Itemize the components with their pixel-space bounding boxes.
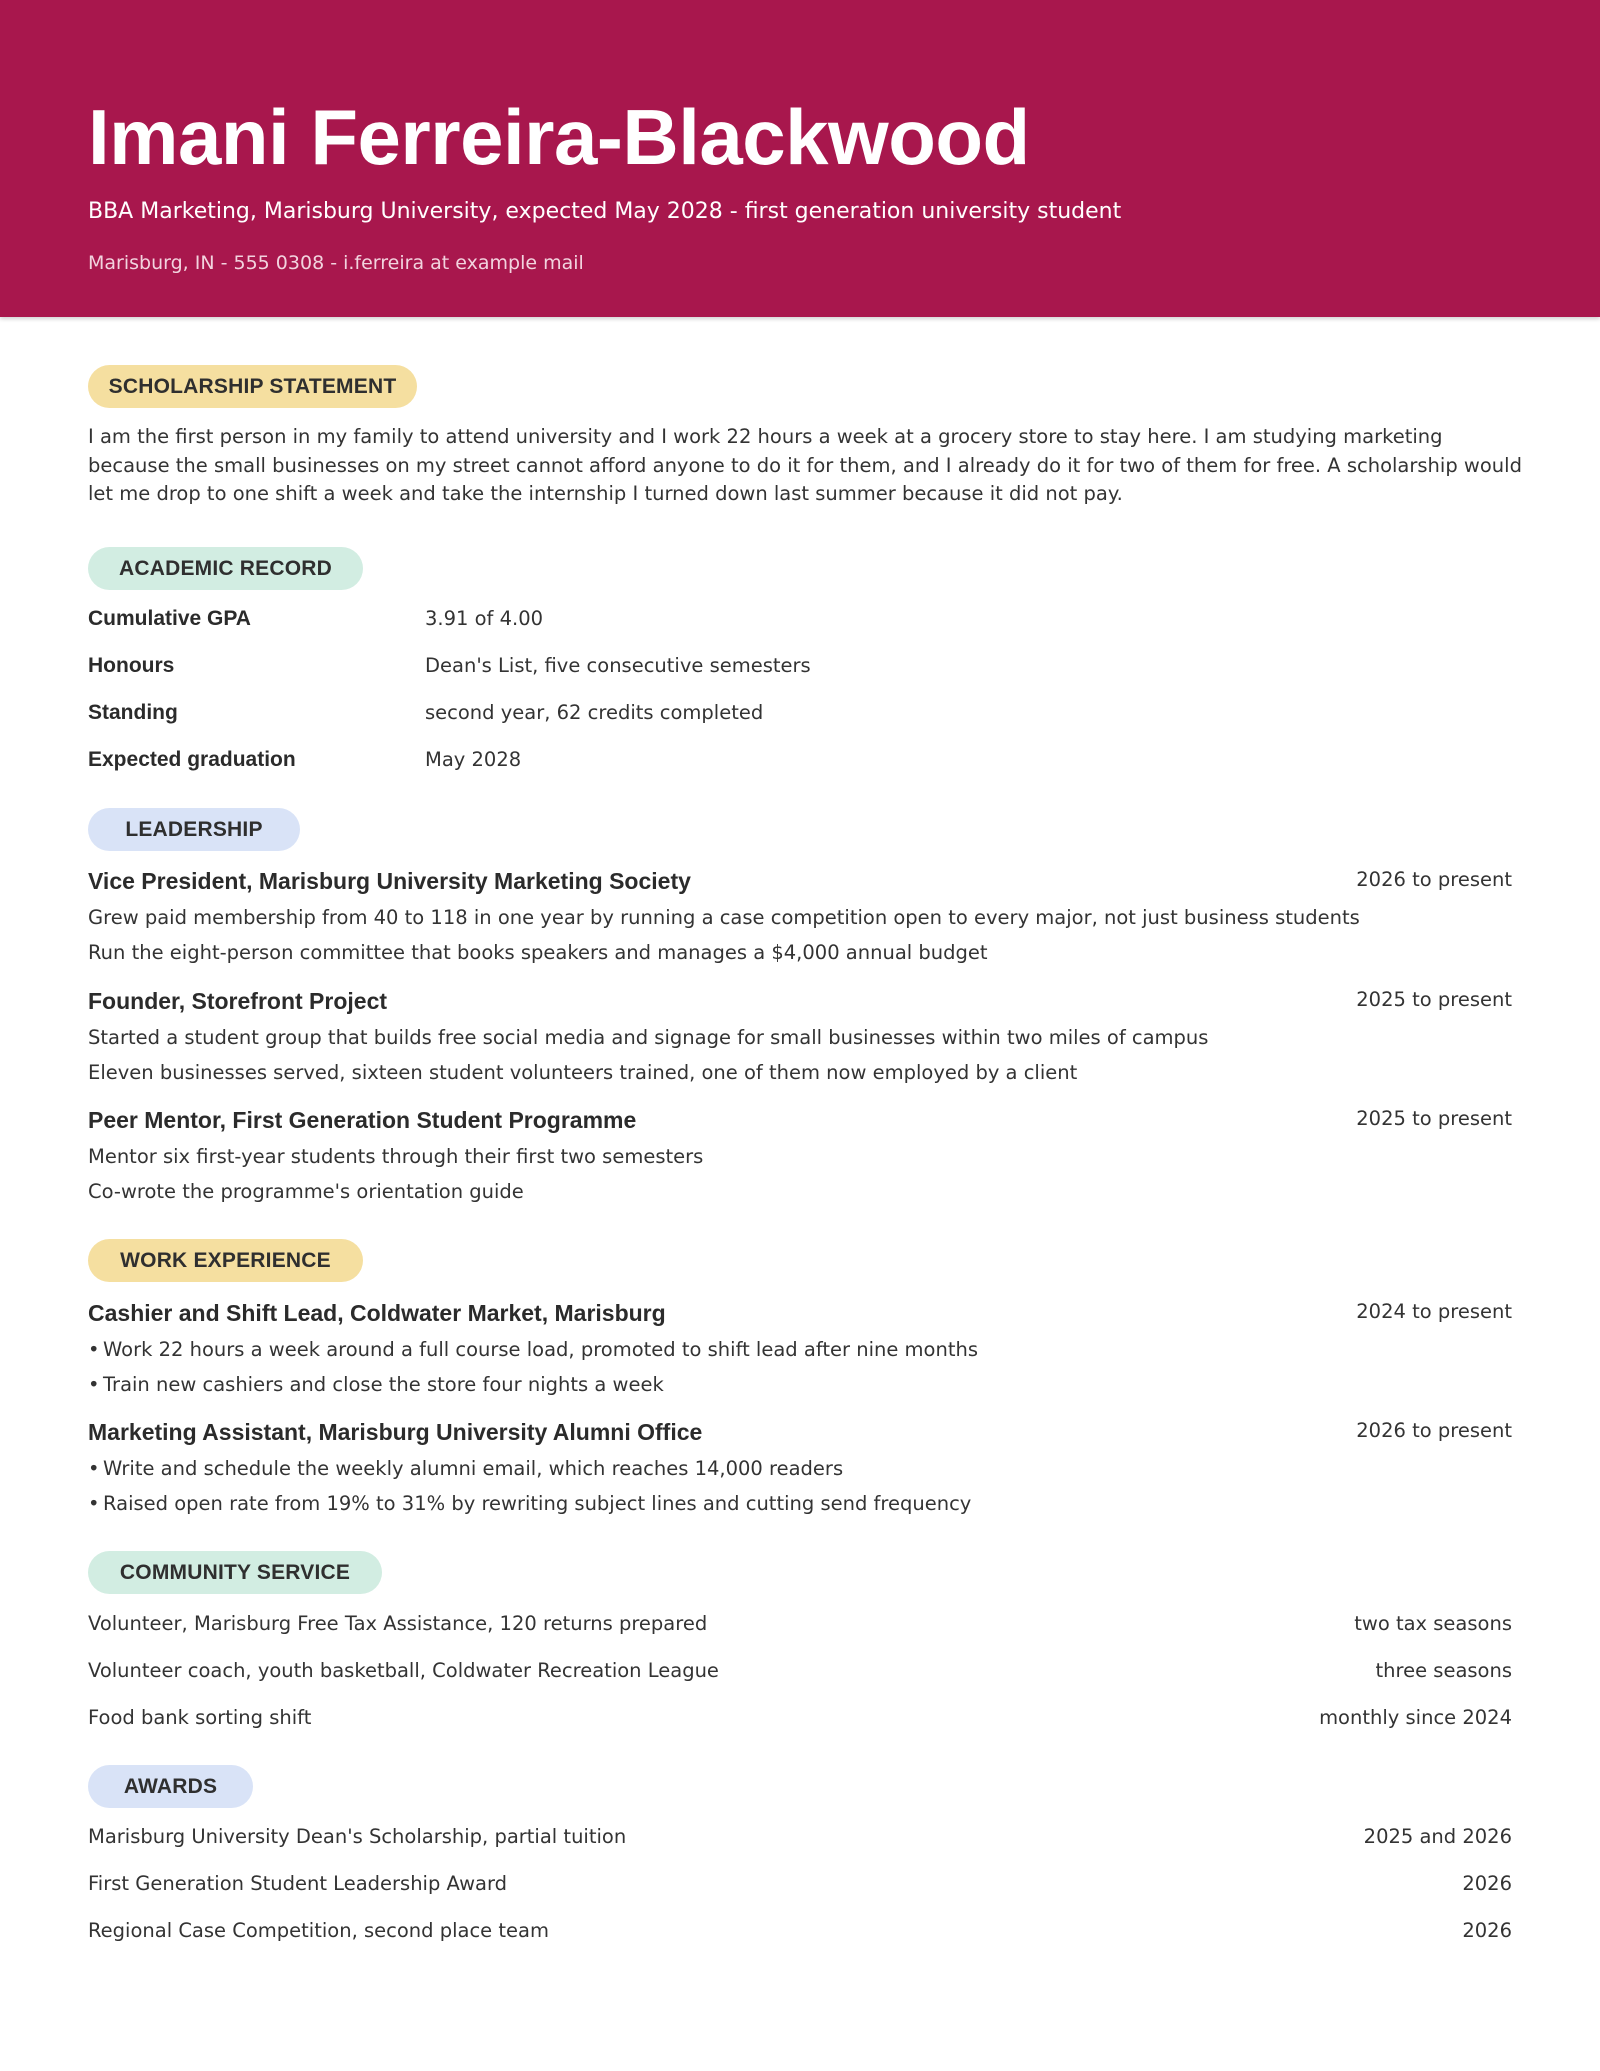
work-bullet-item xyxy=(88,1371,664,1399)
work-bullet-item xyxy=(88,1490,971,1518)
leadership-entry-line: Eleven businesses served, sixteen student volunteers trained, one of them now employed by a client xyxy=(88,1061,1078,1084)
community-item: Volunteer coach, youth basketball, Coldwater Recreation League xyxy=(88,1659,719,1682)
leadership-entry-date: 2026 to present xyxy=(1356,868,1512,891)
bullet-icon: • xyxy=(88,1492,100,1515)
candidate-name: Imani Ferreira-Blackwood xyxy=(88,93,1030,181)
community-item-period: two tax seasons xyxy=(1354,1612,1512,1635)
leadership-entry-line: Grew paid membership from 40 to 118 in one year by running a case competition open to every major, not just business students xyxy=(88,906,1360,929)
award-item: First Generation Student Leadership Award xyxy=(88,1872,508,1895)
academic-value: Dean's List, five consecutive semesters xyxy=(425,654,811,677)
candidate-tagline: BBA Marketing, Marisburg University, expected May 2028 - first generation university student xyxy=(88,199,1122,224)
section-heading-awards: AWARDS xyxy=(88,1765,253,1808)
work-entry-title: Marketing Assistant, Marisburg University Alumni Office xyxy=(88,1419,703,1445)
work-bullet-text: Work 22 hours a week around a full course load, promoted to shift lead after nine months xyxy=(103,1338,978,1361)
academic-value: 3.91 of 4.00 xyxy=(425,607,544,630)
award-item-year: 2025 and 2026 xyxy=(1363,1825,1512,1848)
community-item-period: three seasons xyxy=(1375,1659,1512,1682)
work-entry-date: 2024 to present xyxy=(1356,1300,1512,1323)
work-entry-title: Cashier and Shift Lead, Coldwater Market, Marisburg xyxy=(88,1300,666,1326)
award-item-year: 2026 xyxy=(1462,1919,1512,1942)
leadership-entry-title: Vice President, Marisburg University Marketing Society xyxy=(88,868,691,894)
award-item-year: 2026 xyxy=(1462,1872,1512,1895)
work-bullet-item xyxy=(88,1455,843,1483)
award-item: Regional Case Competition, second place team xyxy=(88,1919,549,1942)
academic-value: May 2028 xyxy=(425,748,522,771)
leadership-entry-line: Mentor six first-year students through their first two semesters xyxy=(88,1145,704,1168)
section-heading-leadership: LEADERSHIP xyxy=(88,808,300,851)
section-heading-community: COMMUNITY SERVICE xyxy=(88,1551,382,1594)
community-item: Volunteer, Marisburg Free Tax Assistance, 120 returns prepared xyxy=(88,1612,708,1635)
scholarship-statement-text: I am the first person in my family to attend university and I work 22 hours a week at a grocery store to stay here. I am studying marketing because the small businesses on my street cannot afford anyone to do it for them, and I already do it for two of them for free. A scholarship would let me drop to one shift a week and take the internship I turned down last summer because it did not pay. xyxy=(88,425,1522,505)
leadership-entry-date: 2025 to present xyxy=(1356,1107,1512,1130)
leadership-entry-line: Started a student group that builds free social media and signage for small businesses within two miles of campus xyxy=(88,1026,1209,1049)
work-bullet-text: Raised open rate from 19% to 31% by rewriting subject lines and cutting send frequency xyxy=(103,1492,972,1515)
work-bullet-text: Write and schedule the weekly alumni email, which reaches 14,000 readers xyxy=(103,1457,844,1480)
work-bullet-item xyxy=(88,1336,978,1364)
section-heading-academic: ACADEMIC RECORD xyxy=(88,547,363,590)
award-item: Marisburg University Dean's Scholarship, partial tuition xyxy=(88,1825,627,1848)
community-item-period: monthly since 2024 xyxy=(1319,1706,1512,1729)
bullet-icon: • xyxy=(88,1373,100,1396)
leadership-entry-date: 2025 to present xyxy=(1356,988,1512,1011)
academic-label: Honours xyxy=(88,654,175,677)
leadership-entry-title: Founder, Storefront Project xyxy=(88,988,388,1014)
candidate-contact: Marisburg, IN - 555 0308 - i.ferreira at example mail xyxy=(88,252,584,274)
bullet-icon: • xyxy=(88,1338,100,1361)
academic-value: second year, 62 credits completed xyxy=(425,701,764,724)
leadership-entry-line: Run the eight-person committee that books speakers and manages a $4,000 annual budget xyxy=(88,941,988,964)
work-entry-date: 2026 to present xyxy=(1356,1419,1512,1442)
resume-header xyxy=(0,0,1600,317)
leadership-entry-line: Co-wrote the programme's orientation guide xyxy=(88,1180,524,1203)
section-heading-statement: SCHOLARSHIP STATEMENT xyxy=(88,365,417,408)
academic-label: Expected graduation xyxy=(88,748,296,771)
work-bullet-text: Train new cashiers and close the store four nights a week xyxy=(103,1373,664,1396)
leadership-entry-title: Peer Mentor, First Generation Student Programme xyxy=(88,1107,637,1133)
section-heading-work: WORK EXPERIENCE xyxy=(88,1239,363,1282)
academic-label: Cumulative GPA xyxy=(88,607,251,630)
community-item: Food bank sorting shift xyxy=(88,1706,312,1729)
bullet-icon: • xyxy=(88,1457,100,1480)
academic-label: Standing xyxy=(88,701,178,724)
